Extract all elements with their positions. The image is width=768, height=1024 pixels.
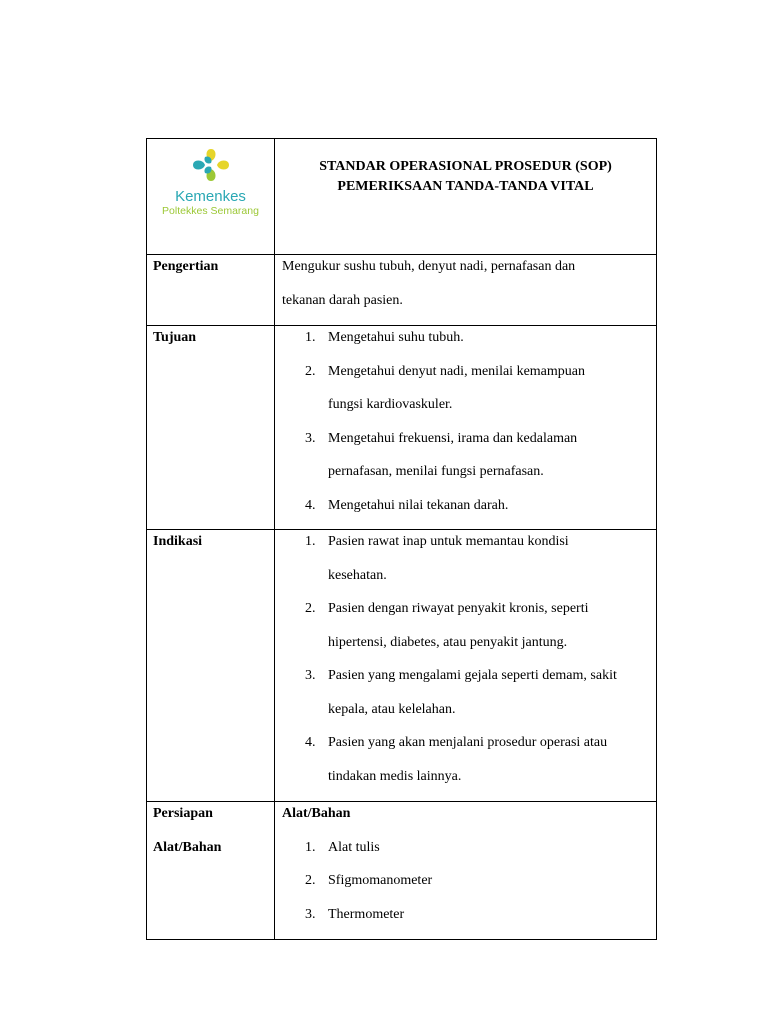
list-text: Mengetahui nilai tekanan darah. (328, 497, 509, 513)
list-item-continuation (282, 388, 652, 422)
alat-bahan-heading: Alat/Bahan (282, 806, 351, 821)
row-tujuan (147, 326, 657, 530)
list-number: 2. (305, 873, 316, 888)
label-cell (147, 326, 275, 530)
pengertian-line-1: Mengukur sushu tubuh, denyut nadi, pernafasan dan (282, 259, 576, 274)
label-pengertian: Pengertian (153, 259, 219, 274)
list-text: Mengetahui denyut nadi, menilai kemampuan (328, 363, 585, 379)
list-text: Alat tulis (328, 839, 380, 855)
list-item-continuation (282, 693, 652, 727)
label-alat-bahan: Alat/Bahan (153, 839, 222, 855)
content-cell (275, 326, 657, 530)
sop-table (146, 138, 657, 940)
list-text: Mengetahui suhu tubuh. (328, 330, 464, 345)
list-item (282, 355, 652, 389)
list-number: 1. (305, 330, 316, 345)
list-number: 2. (305, 363, 316, 379)
label-indikasi: Indikasi (153, 534, 203, 549)
label-cell (147, 255, 275, 326)
list-number: 2. (305, 601, 316, 616)
list-number: 3. (305, 430, 316, 446)
list-text: kepala, atau kelelahan. (328, 701, 456, 717)
list-number: 1. (305, 839, 316, 855)
list-item-continuation (282, 626, 652, 660)
list-text: Mengetahui frekuensi, irama dan kedalaman (328, 430, 578, 446)
list-text: fungsi kardiovaskuler. (328, 397, 453, 412)
alat-bahan-list (282, 831, 652, 932)
logo-text-poltekkes: Poltekkes Semarang (162, 205, 259, 217)
list-item (282, 898, 652, 932)
kemenkes-emblem-icon (191, 147, 231, 183)
list-text: pernafasan, menilai fungsi pernafasan. (328, 464, 544, 479)
list-number: 4. (305, 735, 316, 750)
row-persiapan (147, 802, 657, 940)
title-cell (275, 139, 657, 255)
list-item (282, 592, 652, 626)
label-cell (147, 530, 275, 802)
list-text: hipertensi, diabetes, atau penyakit jantung. (328, 634, 568, 650)
title-line-1: STANDAR OPERASIONAL PROSEDUR (SOP) (319, 159, 612, 174)
list-text: Sfigmomanometer (328, 873, 433, 888)
list-text: tindakan medis lainnya. (328, 768, 462, 784)
content-cell (275, 255, 657, 326)
list-text: Pasien yang akan menjalani prosedur operasi atau (328, 735, 608, 750)
row-indikasi (147, 530, 657, 802)
logo-text-kemenkes: Kemenkes (175, 188, 246, 205)
list-text: Pasien yang mengalami gejala seperti demam, sakit (328, 668, 617, 683)
list-text: Pasien dengan riwayat penyakit kronis, seperti (328, 601, 589, 616)
list-text: Pasien rawat inap untuk memantau kondisi (328, 534, 569, 549)
list-text: Thermometer (328, 906, 405, 922)
list-item (282, 726, 652, 760)
indikasi-list (282, 525, 652, 793)
row-pengertian (147, 255, 657, 326)
content-cell (275, 802, 657, 940)
logo-cell (147, 139, 275, 255)
list-number: 4. (305, 497, 316, 513)
list-item-continuation (282, 760, 652, 794)
list-number: 3. (305, 906, 316, 922)
list-item (282, 525, 652, 559)
label-tujuan: Tujuan (153, 330, 197, 345)
list-item (282, 659, 652, 693)
list-number: 1. (305, 534, 316, 549)
list-text: kesehatan. (328, 567, 387, 583)
title-line-2: PEMERIKSAAN TANDA-TANDA VITAL (337, 179, 594, 194)
list-item-continuation (282, 559, 652, 593)
content-cell (275, 530, 657, 802)
list-item (282, 489, 652, 523)
list-item (282, 422, 652, 456)
label-persiapan: Persiapan (153, 806, 213, 821)
list-item-continuation (282, 455, 652, 489)
list-number: 3. (305, 668, 316, 683)
pengertian-line-2: tekanan darah pasien. (282, 292, 403, 308)
list-item (282, 321, 652, 355)
tujuan-list (282, 321, 652, 522)
list-item (282, 864, 652, 898)
pengertian-text (282, 250, 652, 317)
label-cell (147, 802, 275, 940)
list-item (282, 831, 652, 865)
header-row (147, 139, 657, 255)
kemenkes-logo (147, 139, 274, 217)
